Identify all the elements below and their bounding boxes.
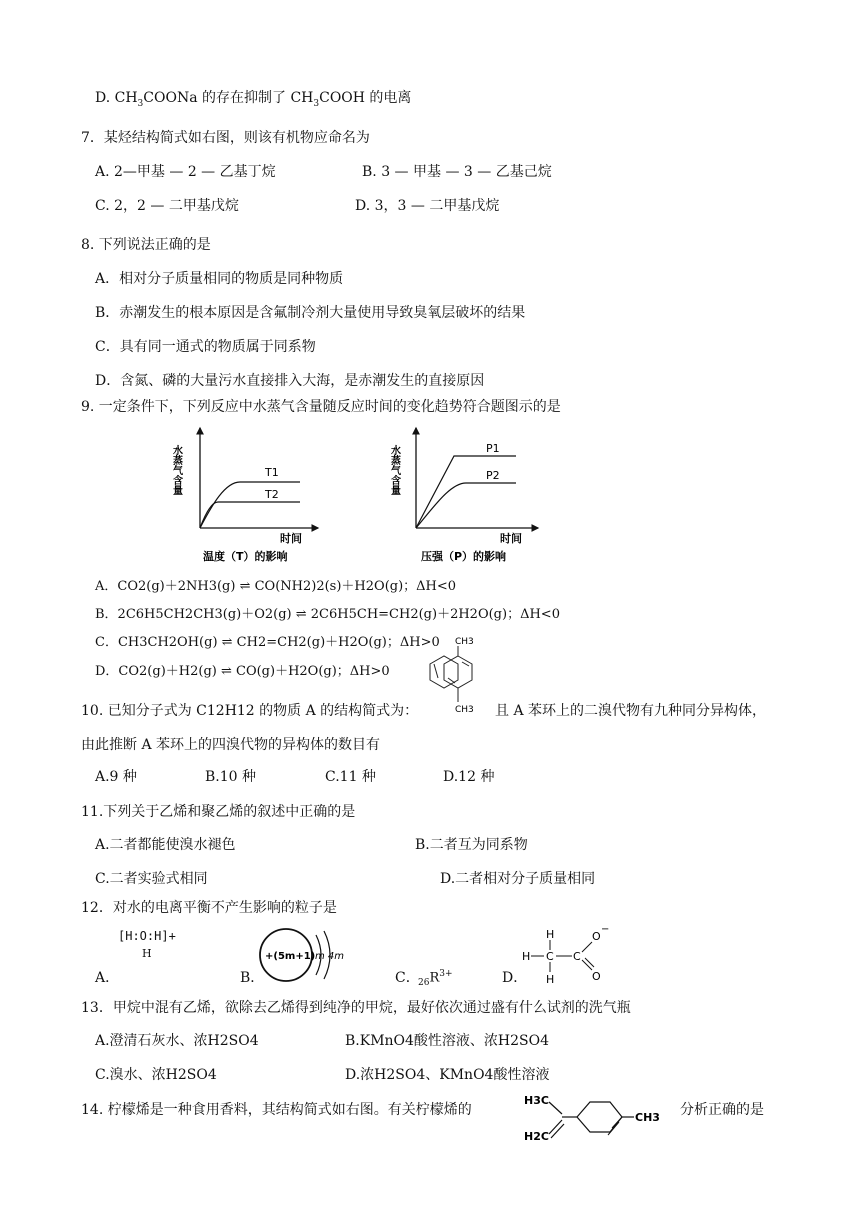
acetate-o-bottom: O (592, 970, 601, 983)
atom-structure-diagram (258, 925, 358, 985)
q7-stem: 7．某烃结构简式如右图，则该有机物应命名为 (81, 130, 370, 146)
q11-stem: 11.下列关于乙烯和聚乙烯的叙述中正确的是 (81, 804, 356, 820)
q7-option-c: C. 2，2 — 二甲基戊烷 (95, 198, 239, 214)
q11-option-b: B.二者互为同系物 (415, 837, 528, 853)
q6-option-d: D. $CH_3COONa$ 的存在抑制了 $CH_3COOH$ 的电离 (95, 90, 412, 109)
q9-option-a: A．CO2(g)＋2NH3(g) ⇌ CO(NH2)2(s)＋H2O(g)；ΔH<0 (95, 579, 457, 594)
h3c-label: H3C (524, 1094, 549, 1107)
acetate-h-top: H (546, 928, 555, 941)
q10-option-b: B.10 种 (205, 769, 257, 785)
h2c-label: H2C (524, 1130, 549, 1143)
pressure-graph (388, 420, 548, 565)
ch3-top: CH3 (455, 637, 474, 647)
q11-option-a: A.二者都能使溴水褪色 (95, 837, 236, 853)
q14-stem-b: 分析正确的是 (680, 1102, 764, 1118)
acetate-structure (520, 920, 620, 990)
acetate-o-top: O (592, 930, 601, 943)
curve-t2 (200, 502, 300, 528)
q12-stem: 12．对水的电离平衡不产生影响的粒子是 (81, 900, 337, 916)
q10-stem-b: 且 A 苯环上的二溴代物有九种同分异构体， (495, 703, 767, 719)
y-axis-label: 水蒸气含量 (388, 445, 400, 495)
q10-stem-a: 10. 已知分子式为 C12H12 的物质 A 的结构简式为： (81, 703, 419, 719)
q9-stem: 9. 一定条件下，下列反应中水蒸气含量随反应时间的变化趋势符合题图示的是 (81, 399, 561, 415)
y-axis-label: 水蒸气含量 (170, 445, 182, 495)
q12-option-c: C． (395, 970, 420, 986)
temperature-graph (170, 420, 330, 565)
acetate-c1: C (546, 950, 554, 963)
q8-option-d: D．含氮、磷的大量污水直接排入大海，是赤潮发生的直接原因 (95, 373, 485, 389)
acetate-h-left: H (522, 950, 531, 963)
acetate-charge: − (601, 924, 610, 935)
label-t1: T1 (265, 466, 279, 479)
q13-option-b: B.KMnO4酸性溶液、浓H2SO4 (345, 1033, 550, 1049)
q9-option-c: C．CH3CH2OH(g) ⇌ CH2=CH2(g)＋H2O(g)；ΔH>0 (95, 635, 440, 650)
q13-option-a: A.澄清石灰水、浓H2SO4 (95, 1033, 259, 1049)
q10-option-c: C.11 种 (325, 769, 376, 785)
label-t2: T2 (265, 488, 279, 501)
electron-shells: m 4m (315, 951, 345, 962)
q8-option-c: C．具有同一通式的物质属于同系物 (95, 339, 316, 355)
nucleus-charge: +(5m+1) (265, 951, 316, 962)
q10-option-a: A.9 种 (95, 769, 137, 785)
q14-stem-a: 14. 柠檬烯是一种食用香料，其结构简式如右图。有关柠檬烯的 (81, 1102, 472, 1118)
label-p1: P1 (486, 442, 500, 455)
q11-option-c: C.二者实验式相同 (95, 871, 208, 887)
ch3-bottom: CH3 (455, 705, 474, 715)
q8-option-b: B．赤潮发生的根本原因是含氟制冷剂大量使用导致臭氧层破坏的结果 (95, 305, 526, 321)
q12-option-d: D． (502, 970, 528, 986)
acetate-c2: C (573, 950, 581, 963)
q10-stem-c: 由此推断 A 苯环上的四溴代物的异构体的数目有 (81, 737, 381, 753)
q12-option-a: A． (95, 970, 120, 986)
label-p2: P2 (486, 469, 500, 482)
q8-stem: 8. 下列说法正确的是 (81, 237, 211, 253)
q13-stem: 13．甲烷中混有乙烯，欲除去乙烯得到纯净的甲烷，最好依次通过盛有什么试剂的洗气瓶 (81, 1000, 631, 1016)
q10-option-d: D.12 种 (443, 769, 495, 785)
q7-option-a: A. 2—甲基 — 2 — 乙基丁烷 (95, 164, 276, 180)
curve-t1 (200, 482, 300, 528)
graph-caption: 压强（P）的影响 (421, 550, 507, 563)
graph-caption: 温度（T）的影响 (203, 550, 288, 563)
q12-option-b: B． (240, 970, 265, 986)
q8-option-a: A．相对分子质量相同的物质是同种物质 (95, 271, 344, 287)
q7-option-d: D. 3，3 — 二甲基戊烷 (355, 198, 500, 214)
q9-option-d: D．CO2(g)＋H2(g) ⇌ CO(g)＋H2O(g)；ΔH>0 (95, 664, 390, 679)
ch3-label: CH3 (635, 1111, 660, 1124)
q9-option-b: B．2C6H5CH2CH3(g)＋O2(g) ⇌ 2C6H5CH=CH2(g)＋2H2O(g)；ΔH<0 (95, 607, 560, 622)
q13-option-c: C.溴水、浓H2SO4 (95, 1067, 217, 1083)
hydronium-formula: [H:O:H]+ (118, 929, 176, 943)
x-axis-label: 时间 (500, 532, 522, 545)
ion-symbol: $_{26}R^{3+}$ (418, 969, 453, 988)
curve-p1 (416, 456, 516, 528)
x-axis-label: 时间 (280, 532, 302, 545)
q13-option-d: D.浓H2SO4、KMnO4酸性溶液 (345, 1067, 550, 1083)
hydronium-h: H (142, 947, 152, 960)
acetate-h-bottom: H (546, 973, 555, 986)
limonene-structure (522, 1088, 672, 1150)
q11-option-d: D.二者相对分子质量相同 (440, 871, 596, 887)
q7-option-b: B. 3 — 甲基 — 3 — 乙基己烷 (362, 164, 552, 180)
dimethylnaphthalene-structure (420, 632, 490, 724)
curve-p2 (416, 483, 516, 528)
